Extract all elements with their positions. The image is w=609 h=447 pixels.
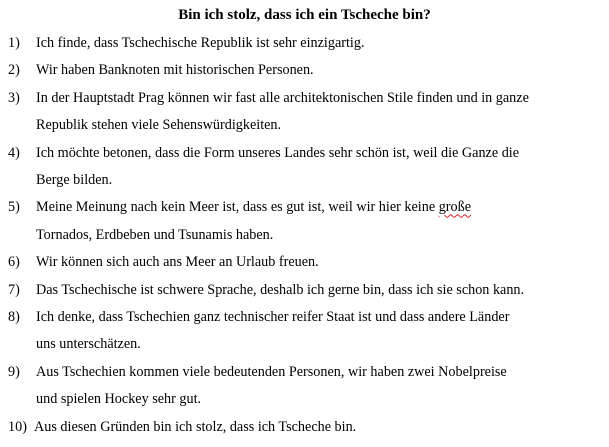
list-item-number: 5) [8,199,20,216]
text-line: Berge bilden. [36,172,113,189]
text-line [36,194,609,221]
list-item-number: 10) [8,418,27,435]
text-line: Ich finde, dass Tschechische Republik ist sehr einzigartig. [36,35,365,51]
list-item [0,359,609,414]
list-item-number: 4) [8,144,20,161]
list-item [0,194,609,249]
list-item-text [36,249,609,276]
text-line: Tornados, Erdbeben und Tsunamis haben. [36,226,274,243]
text-line: Wir können sich auch ans Meer an Urlaub freuen. [36,254,319,271]
spellcheck-marked-word[interactable]: große [438,199,471,216]
list-item [0,140,609,195]
list-item [0,414,609,441]
list-item-number: 2) [8,62,20,79]
text-line: Republik stehen viele Sehenswürdigkeiten. [36,117,282,134]
list-item-text [36,359,609,414]
list-item [0,277,609,304]
list-item [0,30,609,57]
list-item-number: 1) [8,35,20,51]
list-item [0,85,609,140]
list-item-number: 7) [8,281,20,298]
list-item-text [36,194,609,249]
list-item-number: 3) [8,89,20,106]
text-line: und spielen Hockey sehr gut. [36,391,202,408]
text-line: Ich möchte betonen, dass die Form unseres Landes sehr schön ist, weil die Ganze die [36,144,520,161]
text-line: uns unterschätzen. [36,336,141,353]
list-item-text [36,304,609,359]
list-item-text [36,85,609,140]
text-line: In der Hauptstadt Prag können wir fast alle architektonischen Stile finden und in ganze [36,89,529,106]
document-title: Bin ich stolz, dass ich ein Tscheche bin? [178,7,431,23]
list-item-text [36,277,609,304]
list-item-number: 8) [8,309,20,326]
list-item-text [36,30,609,57]
text-line: Aus diesen Gründen bin ich stolz, dass ich Tscheche bin. [34,418,357,435]
text-line: Das Tschechische ist schwere Sprache, deshalb ich gerne bin, dass ich sie schon kann. [36,281,525,298]
text-line: Wir haben Banknoten mit historischen Personen. [36,62,314,79]
list-item-text [34,414,607,441]
list-item [0,304,609,359]
list-item-number: 9) [8,363,20,380]
list-item-text [36,140,609,195]
list-item [0,57,609,84]
text-segment: Meine Meinung nach kein Meer ist, dass es gut ist, weil wir hier keine [36,199,439,216]
list-item-text [36,57,609,84]
list-item-number: 6) [8,254,20,271]
list-item [0,249,609,276]
numbered-list [0,30,609,441]
text-line: Ich denke, dass Tschechien ganz technischer reifer Staat ist und dass andere Länder [36,309,510,326]
text-line: Aus Tschechien kommen viele bedeutenden Personen, wir haben zwei Nobelpreise [36,363,507,380]
